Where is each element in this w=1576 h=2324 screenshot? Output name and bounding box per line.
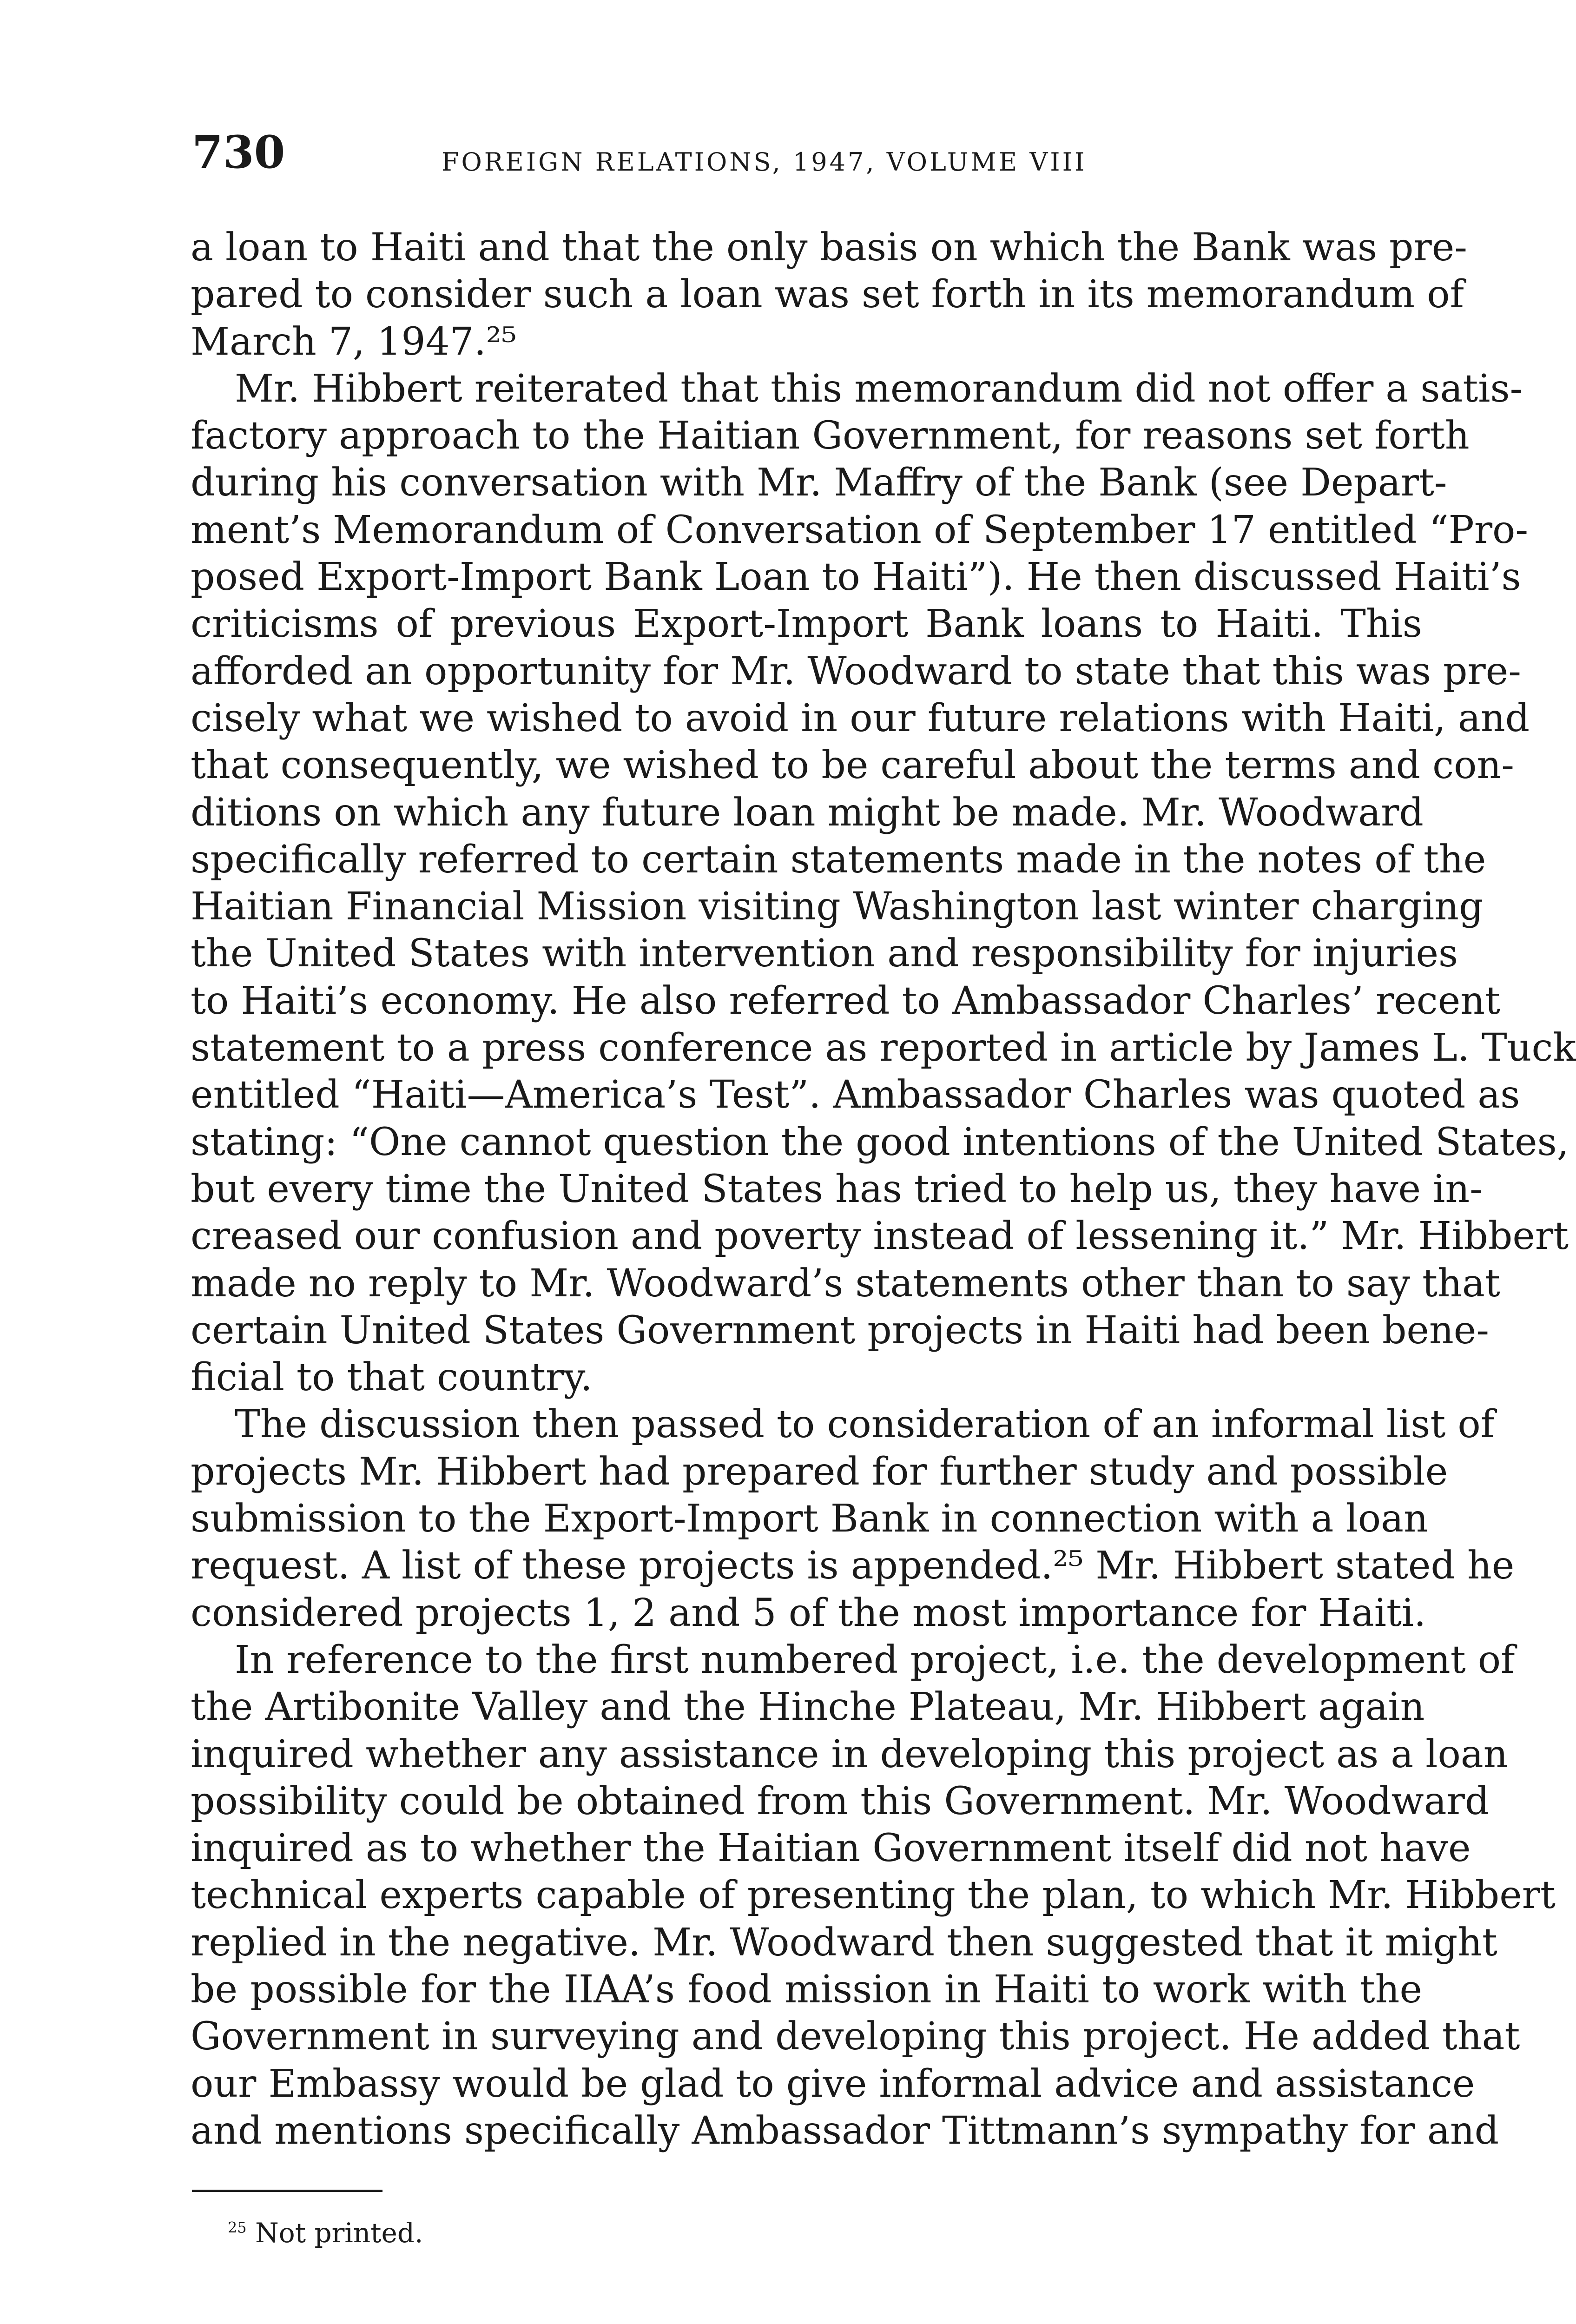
text-line: the Artibonite Valley and the Hinche Plateau, Mr. Hibbert again [191,1685,1425,1730]
text-line: our Embassy would be glad to give informal advice and assistance [191,2061,1475,2106]
text-line: inquired whether any assistance in developing this project as a loan [191,1732,1508,1776]
footnote [228,2217,423,2250]
text-line: a loan to Haiti and that the only basis on which the Bank was pre- [191,225,1467,270]
running-head: FOREIGN RELATIONS, 1947, VOLUME VIII [442,147,1087,177]
text-line: Government in surveying and developing this project. He added that [191,2014,1520,2059]
text-line: ditions on which any future loan might be made. Mr. Woodward [191,790,1424,835]
text-line: statement to a press conference as reported in article by James L. Tuck [191,1026,1576,1070]
text-line: cisely what we wished to avoid in our future relations with Haiti, and [191,696,1530,740]
text-line: considered projects 1, 2 and 5 of the most importance for Haiti. [191,1591,1426,1635]
text-line: that consequently, we wished to be careful about the terms and con- [191,743,1514,788]
text-line: creased our confusion and poverty instead of lessening it.” Mr. Hibbert [191,1214,1569,1259]
text-line: the United States with intervention and responsibility for injuries [191,931,1458,976]
text-line: to Haiti’s economy. He also referred to Ambassador Charles’ recent [191,978,1500,1023]
text-line: request. A list of these projects is appended.²⁵ Mr. Hibbert stated he [191,1544,1515,1588]
text-line: projects Mr. Hibbert had prepared for further study and possible [191,1449,1448,1494]
text-line: March 7, 1947.²⁵ [191,319,517,364]
page-header [0,0,1510,209]
text-line: be possible for the IIAA’s food mission in Haiti to work with the [191,1967,1422,2012]
page-number: 730 [192,126,285,178]
text-line: during his conversation with Mr. Maffry of the Bank (see Depart- [191,461,1447,505]
text-line: criticisms of previous Export-Import Bank loans to Haiti. This [191,602,1422,647]
text-line: specifically referred to certain statements made in the notes of the [191,837,1486,882]
text-line: technical experts capable of presenting the plan, to which Mr. Hibbert [191,1873,1556,1918]
text-line: The discussion then passed to consideration of an informal list of [235,1402,1495,1447]
body-text [191,224,1576,2154]
text-line: In reference to the first numbered project, i.e. the development of [235,1637,1515,1682]
text-line: factory approach to the Haitian Government, for reasons set forth [191,414,1470,458]
text-line: ment’s Memorandum of Conversation of September 17 entitled “Pro- [191,508,1529,552]
text-line: ficial to that country. [191,1355,593,1400]
text-line: posed Export-Import Bank Loan to Haiti”). He then discussed Haiti’s [191,555,1521,600]
footnote-marker: 25 [228,2218,247,2237]
text-line: certain United States Government projects in Haiti had been bene- [191,1308,1490,1353]
text-line: replied in the negative. Mr. Woodward then suggested that it might [191,1920,1497,1965]
text-line: Mr. Hibbert reiterated that this memorandum did not offer a satis- [235,366,1523,411]
text-line: submission to the Export-Import Bank in connection with a loan [191,1497,1428,1541]
text-line: entitled “Haiti—America’s Test”. Ambassador Charles was quoted as [191,1073,1520,1117]
footnote-divider [192,2190,382,2192]
text-line: but every time the United States has tried to help us, they have in- [191,1167,1483,1211]
text-line: pared to consider such a loan was set forth in its memorandum of [191,272,1464,317]
text-line: and mentions specifically Ambassador Tittmann’s sympathy for and [191,2108,1499,2153]
text-line: possibility could be obtained from this Government. Mr. Woodward [191,1779,1490,1823]
footnote-text: Not printed. [255,2217,423,2249]
text-line: afforded an opportunity for Mr. Woodward to state that this was pre- [191,649,1521,693]
text-line: inquired as to whether the Haitian Government itself did not have [191,1826,1471,1871]
text-line: Haitian Financial Mission visiting Washington last winter charging [191,885,1484,929]
text-line: made no reply to Mr. Woodward’s statements other than to say that [191,1261,1500,1306]
text-line: stating: “One cannot question the good intentions of the United States, [191,1120,1569,1164]
